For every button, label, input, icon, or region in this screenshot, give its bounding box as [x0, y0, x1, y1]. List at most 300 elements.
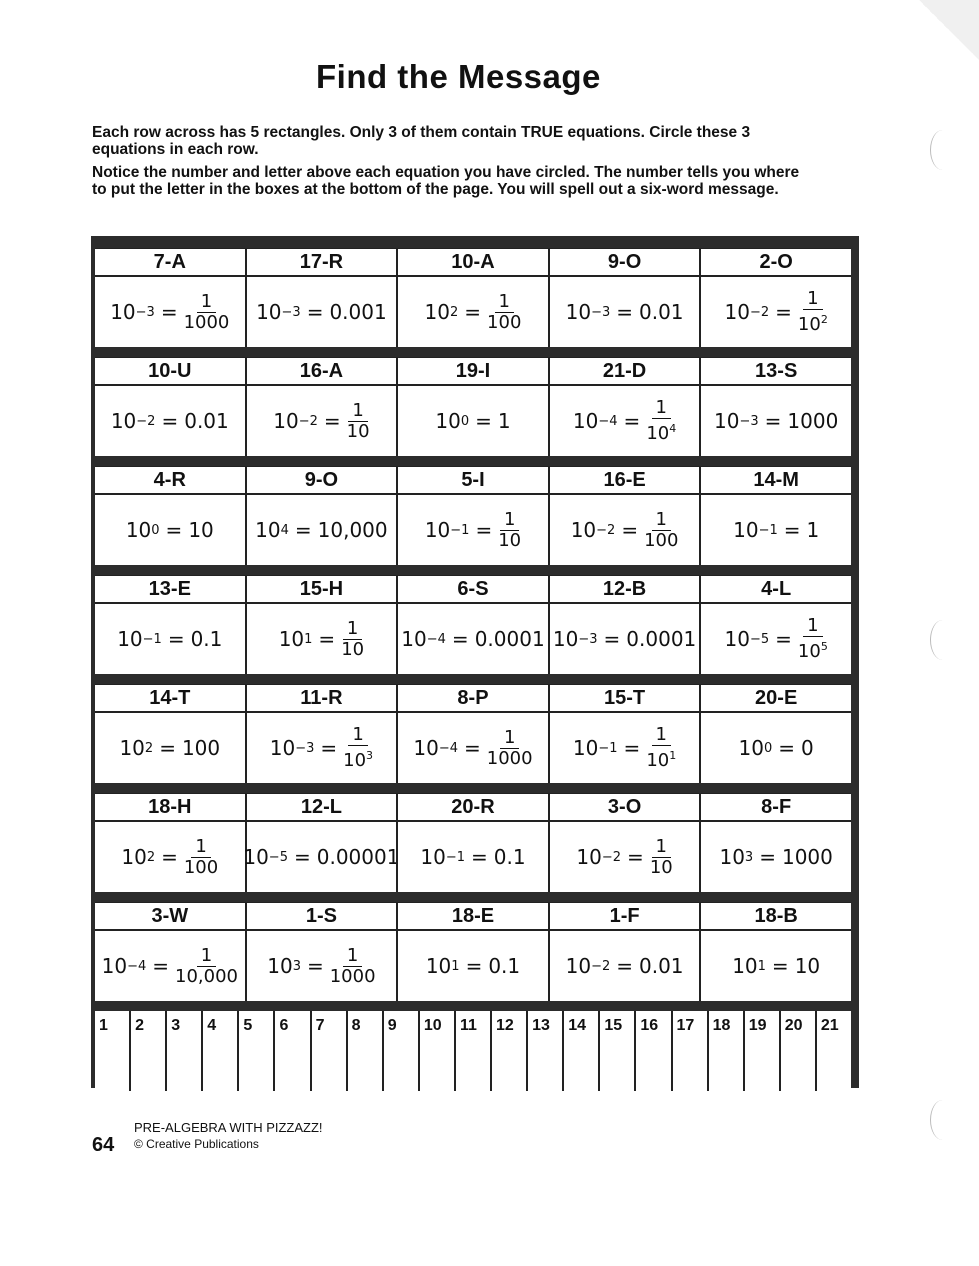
eq-base: 10	[110, 300, 136, 324]
eq-exponent: −2	[136, 413, 156, 429]
answer-box[interactable]	[490, 1011, 526, 1091]
answer-row	[95, 1011, 851, 1091]
answer-box[interactable]	[201, 1011, 237, 1091]
equation-cell[interactable]	[548, 903, 700, 1001]
fraction-numerator: 1	[803, 289, 822, 310]
equation-cell[interactable]	[95, 794, 245, 892]
answer-box-number: 7	[315, 1017, 325, 1034]
equals-sign: =	[778, 736, 796, 760]
equation-cell[interactable]	[95, 576, 245, 674]
eq-base: 10	[732, 954, 758, 978]
equation-cell[interactable]	[396, 467, 548, 565]
eq-exponent: −1	[450, 522, 470, 538]
equals-sign: =	[161, 845, 178, 869]
equation-cell[interactable]	[699, 358, 851, 456]
cell-label: 7-A	[95, 249, 245, 277]
eq-base: 10	[101, 954, 128, 978]
eq-rhs: 10	[794, 954, 821, 978]
cell-label: 19-I	[398, 358, 548, 386]
cell-label: 3-O	[550, 794, 700, 822]
answer-box[interactable]	[237, 1011, 273, 1091]
answer-box-number: 19	[748, 1017, 767, 1034]
equation-cell[interactable]	[95, 467, 245, 565]
answer-box[interactable]	[779, 1011, 815, 1091]
cell-label: 1-F	[550, 903, 700, 931]
cell-label: 10-U	[95, 358, 245, 386]
hole-punch	[930, 620, 955, 660]
equals-sign: =	[475, 409, 492, 433]
equation	[550, 822, 700, 892]
equation-cell[interactable]	[245, 903, 397, 1001]
fraction-denominator: 10	[346, 420, 370, 442]
equation	[550, 713, 700, 783]
cell-label: 16-E	[550, 467, 700, 495]
answer-box-number: 3	[171, 1017, 181, 1034]
equation	[247, 604, 397, 674]
cell-label: 14-T	[95, 685, 245, 713]
equation-cell[interactable]	[245, 358, 397, 456]
fraction-denominator: $10^2$	[797, 313, 828, 335]
fraction-denominator: 100	[183, 856, 219, 878]
fraction-numerator: 1	[191, 837, 210, 858]
answer-box[interactable]	[598, 1011, 634, 1091]
eq-exponent: −2	[298, 413, 318, 429]
answer-box[interactable]	[526, 1011, 562, 1091]
equation	[243, 822, 400, 892]
equation-cell[interactable]	[396, 903, 548, 1001]
eq-base: 10	[119, 736, 145, 760]
eq-rhs: 1000	[781, 845, 833, 869]
eq-base: 10	[413, 736, 439, 760]
fraction	[487, 292, 521, 333]
eq-base: 10	[572, 736, 599, 760]
equation	[247, 495, 397, 565]
equals-sign: =	[771, 954, 789, 978]
answer-box-number: 2	[135, 1017, 144, 1034]
equation	[95, 386, 245, 456]
equals-sign: =	[451, 627, 469, 651]
eq-exponent: 2	[146, 849, 156, 865]
equation-cell[interactable]	[699, 467, 851, 565]
answer-box[interactable]	[562, 1011, 598, 1091]
fraction-numerator: 1	[348, 401, 367, 422]
equation	[550, 495, 700, 565]
cell-label: 3-W	[95, 903, 245, 931]
cell-label: 13-S	[701, 358, 851, 386]
equation	[701, 931, 851, 1001]
equation	[95, 713, 245, 783]
equation-cell[interactable]	[548, 358, 700, 456]
answer-box-number: 16	[640, 1017, 659, 1034]
eq-exponent: −1	[758, 522, 778, 538]
fraction	[798, 616, 828, 662]
equals-sign: =	[764, 409, 782, 433]
answer-box-number: 5	[243, 1017, 253, 1034]
equation-row	[95, 357, 851, 456]
fraction-numerator: 1	[495, 292, 514, 313]
equation	[701, 822, 851, 892]
page-title: Find the Message	[316, 58, 601, 95]
eq-base: 10	[714, 409, 740, 433]
fraction-numerator: 1	[500, 728, 519, 749]
answer-box-number: 15	[604, 1017, 623, 1034]
equals-sign: =	[165, 518, 183, 542]
fraction	[646, 725, 676, 771]
cell-label: 17-R	[247, 249, 397, 277]
equation	[398, 604, 548, 674]
eq-base: 10	[121, 845, 147, 869]
instruction-paragraph: Each row across has 5 rectangles. Only 3 of them contain TRUE equations. Circle these 3 equations in each row.	[92, 124, 751, 158]
eq-base: 10	[425, 954, 452, 978]
cell-label: 5-I	[398, 467, 548, 495]
answer-box[interactable]	[129, 1011, 165, 1091]
equals-sign: =	[320, 736, 338, 760]
equation-cell[interactable]	[95, 685, 245, 783]
eq-rhs: 0.0001	[474, 627, 545, 651]
fraction-denominator: 100	[644, 529, 679, 551]
equals-sign: =	[294, 518, 312, 542]
equals-sign: =	[471, 845, 488, 869]
answer-box-number: 14	[568, 1017, 587, 1034]
instructions	[92, 124, 812, 204]
eq-base: 10	[733, 518, 759, 542]
copyright: © Creative Publications	[134, 1137, 259, 1151]
equation	[247, 713, 397, 783]
eq-rhs: 0.1	[493, 845, 526, 869]
equation	[550, 386, 700, 456]
equals-sign: =	[323, 409, 341, 433]
equals-sign: =	[616, 954, 633, 978]
eq-exponent: −4	[438, 740, 458, 756]
answer-box[interactable]	[707, 1011, 743, 1091]
equation	[95, 604, 245, 674]
cell-label: 21-D	[550, 358, 700, 386]
eq-exponent: −4	[598, 413, 618, 429]
fraction-numerator: 1	[197, 946, 216, 967]
equation	[550, 277, 700, 347]
equation-rows	[95, 248, 851, 1001]
equation-cell[interactable]	[548, 685, 700, 783]
eq-base: 10	[565, 300, 592, 324]
eq-exponent: −5	[268, 849, 288, 865]
equation-cell[interactable]	[699, 794, 851, 892]
eq-base: 10	[401, 627, 427, 651]
eq-exponent: −5	[749, 631, 770, 647]
equals-sign: =	[159, 736, 176, 760]
cell-label: 18-H	[95, 794, 245, 822]
equation-cell[interactable]	[699, 685, 851, 783]
equation-cell[interactable]	[396, 249, 548, 347]
answer-box-number: 13	[532, 1017, 550, 1034]
equation	[398, 931, 548, 1001]
cell-label: 18-E	[398, 903, 548, 931]
eq-exponent: −2	[591, 958, 611, 974]
eq-rhs: 0.00001	[316, 845, 400, 869]
equals-sign: =	[464, 736, 481, 760]
eq-exponent: −3	[578, 631, 598, 647]
cell-label: 14-M	[701, 467, 851, 495]
eq-exponent: 0	[151, 522, 160, 538]
fraction-denominator: 10	[498, 529, 522, 551]
answer-box[interactable]	[346, 1011, 382, 1091]
equation-cell[interactable]	[699, 576, 851, 674]
eq-rhs: 1000	[787, 409, 839, 433]
hole-punch	[930, 130, 955, 170]
equation-cell[interactable]	[245, 249, 397, 347]
eq-base: 10	[278, 627, 305, 651]
eq-exponent: −3	[295, 740, 315, 756]
equation-row	[95, 248, 851, 347]
fraction-denominator: 1000	[183, 311, 230, 333]
fraction-denominator: 10	[341, 638, 365, 660]
equation	[398, 386, 548, 456]
answer-box[interactable]	[310, 1011, 346, 1091]
eq-exponent: −4	[426, 631, 446, 647]
equation	[550, 604, 700, 674]
equation	[247, 277, 397, 347]
equation	[550, 931, 700, 1001]
fraction-denominator: 1000	[486, 747, 533, 769]
fraction	[498, 510, 521, 551]
equation-cell[interactable]	[548, 576, 700, 674]
equals-sign: =	[475, 518, 493, 542]
fraction-denominator: $10^4$	[646, 422, 677, 444]
equals-sign: =	[775, 300, 792, 324]
answer-box[interactable]	[815, 1011, 851, 1091]
equation-cell[interactable]	[396, 576, 548, 674]
eq-rhs: 0.001	[329, 300, 387, 324]
eq-exponent: 3	[744, 849, 754, 865]
equals-sign: =	[775, 627, 792, 651]
eq-exponent: −3	[739, 413, 759, 429]
eq-base: 10	[738, 736, 764, 760]
answer-box-number: 18	[712, 1017, 731, 1034]
fraction-numerator: 1	[348, 725, 367, 746]
equation-cell[interactable]	[245, 576, 397, 674]
fraction	[184, 292, 230, 333]
fraction-numerator: 1	[343, 946, 362, 967]
cell-label: 20-E	[701, 685, 851, 713]
eq-base: 10	[435, 409, 461, 433]
equals-sign: =	[306, 300, 324, 324]
eq-rhs: 0	[801, 736, 814, 760]
eq-rhs: 10	[188, 518, 214, 542]
equation-row	[95, 684, 851, 783]
equals-sign: =	[783, 518, 801, 542]
equals-sign: =	[623, 736, 641, 760]
equation-cell[interactable]	[245, 467, 397, 565]
fraction	[175, 946, 238, 987]
answer-box-number: 9	[387, 1017, 397, 1034]
equals-sign: =	[318, 627, 336, 651]
eq-base: 10	[572, 409, 599, 433]
eq-base: 10	[269, 736, 296, 760]
fraction	[347, 401, 370, 442]
eq-rhs: 0.01	[639, 300, 684, 324]
equals-sign: =	[759, 845, 776, 869]
eq-base: 10	[724, 627, 750, 651]
answer-box[interactable]	[634, 1011, 670, 1091]
eq-exponent: 2	[144, 740, 154, 756]
eq-base: 10	[724, 300, 750, 324]
cell-label: 8-F	[701, 794, 851, 822]
cell-label: 6-S	[398, 576, 548, 604]
puzzle-board	[91, 236, 859, 1088]
eq-exponent: −2	[601, 849, 622, 865]
fraction	[341, 619, 364, 660]
eq-base: 10	[570, 518, 597, 542]
fraction	[650, 837, 673, 878]
cell-label: 4-R	[95, 467, 245, 495]
equals-sign: =	[293, 845, 311, 869]
eq-exponent: 0	[764, 740, 773, 756]
eq-rhs: 0.1	[488, 954, 521, 978]
eq-base: 10	[424, 518, 451, 542]
eq-exponent: −4	[127, 958, 147, 974]
equation	[95, 495, 245, 565]
equation	[398, 495, 548, 565]
eq-rhs: 1	[497, 409, 511, 433]
answer-box-number: 17	[676, 1017, 695, 1034]
page-number: 64	[92, 1134, 115, 1156]
equation-cell[interactable]	[699, 249, 851, 347]
cell-label: 12-B	[550, 576, 700, 604]
equals-sign: =	[306, 954, 324, 978]
equation	[95, 931, 245, 1001]
cell-label: 12-L	[247, 794, 397, 822]
equation-cell[interactable]	[548, 794, 700, 892]
cell-label: 8-P	[398, 685, 548, 713]
equals-sign: =	[627, 845, 644, 869]
equation	[95, 822, 245, 892]
eq-exponent: −3	[591, 304, 611, 320]
eq-exponent: 2	[450, 304, 459, 320]
answer-box[interactable]	[273, 1011, 309, 1091]
eq-base: 10	[424, 300, 450, 324]
cell-label: 9-O	[550, 249, 700, 277]
answer-box[interactable]	[671, 1011, 707, 1091]
fraction-denominator: 1000	[329, 965, 376, 987]
fraction-denominator: 10	[649, 856, 673, 878]
equals-sign: =	[603, 627, 621, 651]
equation-cell[interactable]	[396, 794, 548, 892]
eq-rhs: 0.01	[639, 954, 684, 978]
cell-label: 18-B	[701, 903, 851, 931]
equation	[247, 931, 397, 1001]
eq-exponent: 4	[280, 522, 289, 538]
eq-exponent: −2	[749, 304, 770, 320]
equation	[247, 386, 397, 456]
equation-cell[interactable]	[396, 358, 548, 456]
eq-base: 10	[256, 300, 282, 324]
equation-cell[interactable]	[396, 685, 548, 783]
eq-base: 10	[110, 409, 137, 433]
cell-label: 10-A	[398, 249, 548, 277]
fraction-denominator: $10^1$	[646, 749, 677, 771]
equation	[398, 822, 548, 892]
equation	[95, 277, 245, 347]
eq-exponent: 1	[451, 958, 460, 974]
fraction	[646, 398, 676, 444]
answer-box[interactable]	[382, 1011, 418, 1091]
answer-box-number: 6	[279, 1017, 289, 1034]
fraction	[330, 946, 376, 987]
equation-cell[interactable]	[95, 249, 245, 347]
equation-cell[interactable]	[245, 685, 397, 783]
fraction-numerator: 1	[652, 837, 671, 858]
equation-cell[interactable]	[95, 358, 245, 456]
equation-cell[interactable]	[243, 794, 400, 892]
eq-rhs: 0.01	[184, 409, 229, 433]
cell-label: 13-E	[95, 576, 245, 604]
equation-cell[interactable]	[548, 467, 700, 565]
answer-box-number: 1	[99, 1017, 108, 1034]
fraction-numerator: 1	[803, 616, 822, 637]
equation-row	[95, 793, 851, 892]
equation-cell[interactable]	[699, 903, 851, 1001]
eq-rhs: 100	[181, 736, 221, 760]
eq-exponent: 1	[757, 958, 766, 974]
fraction	[798, 289, 828, 335]
answer-box[interactable]	[743, 1011, 779, 1091]
eq-exponent: 1	[304, 631, 313, 647]
answer-box[interactable]	[454, 1011, 490, 1091]
fraction-numerator: 1	[652, 725, 671, 746]
equals-sign: =	[623, 409, 641, 433]
equation	[398, 713, 548, 783]
cell-label: 1-S	[247, 903, 397, 931]
cell-label: 11-R	[247, 685, 397, 713]
equation-cell[interactable]	[95, 903, 245, 1001]
eq-exponent: −1	[142, 631, 162, 647]
cell-label: 2-O	[701, 249, 851, 277]
eq-exponent: 0	[460, 413, 470, 429]
equals-sign: =	[167, 627, 185, 651]
eq-base: 10	[255, 518, 281, 542]
fraction-denominator: $10^5$	[797, 640, 828, 662]
fraction	[644, 510, 678, 551]
answer-box-number: 4	[207, 1017, 217, 1034]
equation	[701, 277, 851, 347]
cell-label: 16-A	[247, 358, 397, 386]
eq-base: 10	[576, 845, 602, 869]
answer-box[interactable]	[95, 1011, 129, 1091]
cell-label: 15-T	[550, 685, 700, 713]
page-corner-fold	[919, 0, 979, 60]
answer-box[interactable]	[165, 1011, 201, 1091]
eq-base: 10	[565, 954, 592, 978]
eq-rhs: 0.0001	[626, 627, 697, 651]
eq-base: 10	[552, 627, 579, 651]
equals-sign: =	[160, 300, 178, 324]
equation	[701, 713, 851, 783]
instruction-paragraph: Notice the number and letter above each equation you have circled. The number tells you where to put the letter in the boxes at the bottom of the page. You will spell out a six-word message.	[92, 164, 800, 198]
eq-base: 10	[243, 845, 269, 869]
eq-exponent: −3	[281, 304, 301, 320]
answer-box-number: 10	[423, 1017, 442, 1034]
answer-box-number: 11	[459, 1017, 477, 1034]
answer-box[interactable]	[418, 1011, 454, 1091]
eq-rhs: 10,000	[317, 518, 388, 542]
eq-rhs: 1	[806, 518, 820, 542]
equation-cell[interactable]	[548, 249, 700, 347]
equals-sign: =	[465, 954, 483, 978]
equation	[701, 495, 851, 565]
fraction-denominator: 10,000	[175, 965, 238, 987]
eq-exponent: −1	[445, 849, 465, 865]
fraction	[184, 837, 218, 878]
fraction-numerator: 1	[500, 510, 519, 531]
